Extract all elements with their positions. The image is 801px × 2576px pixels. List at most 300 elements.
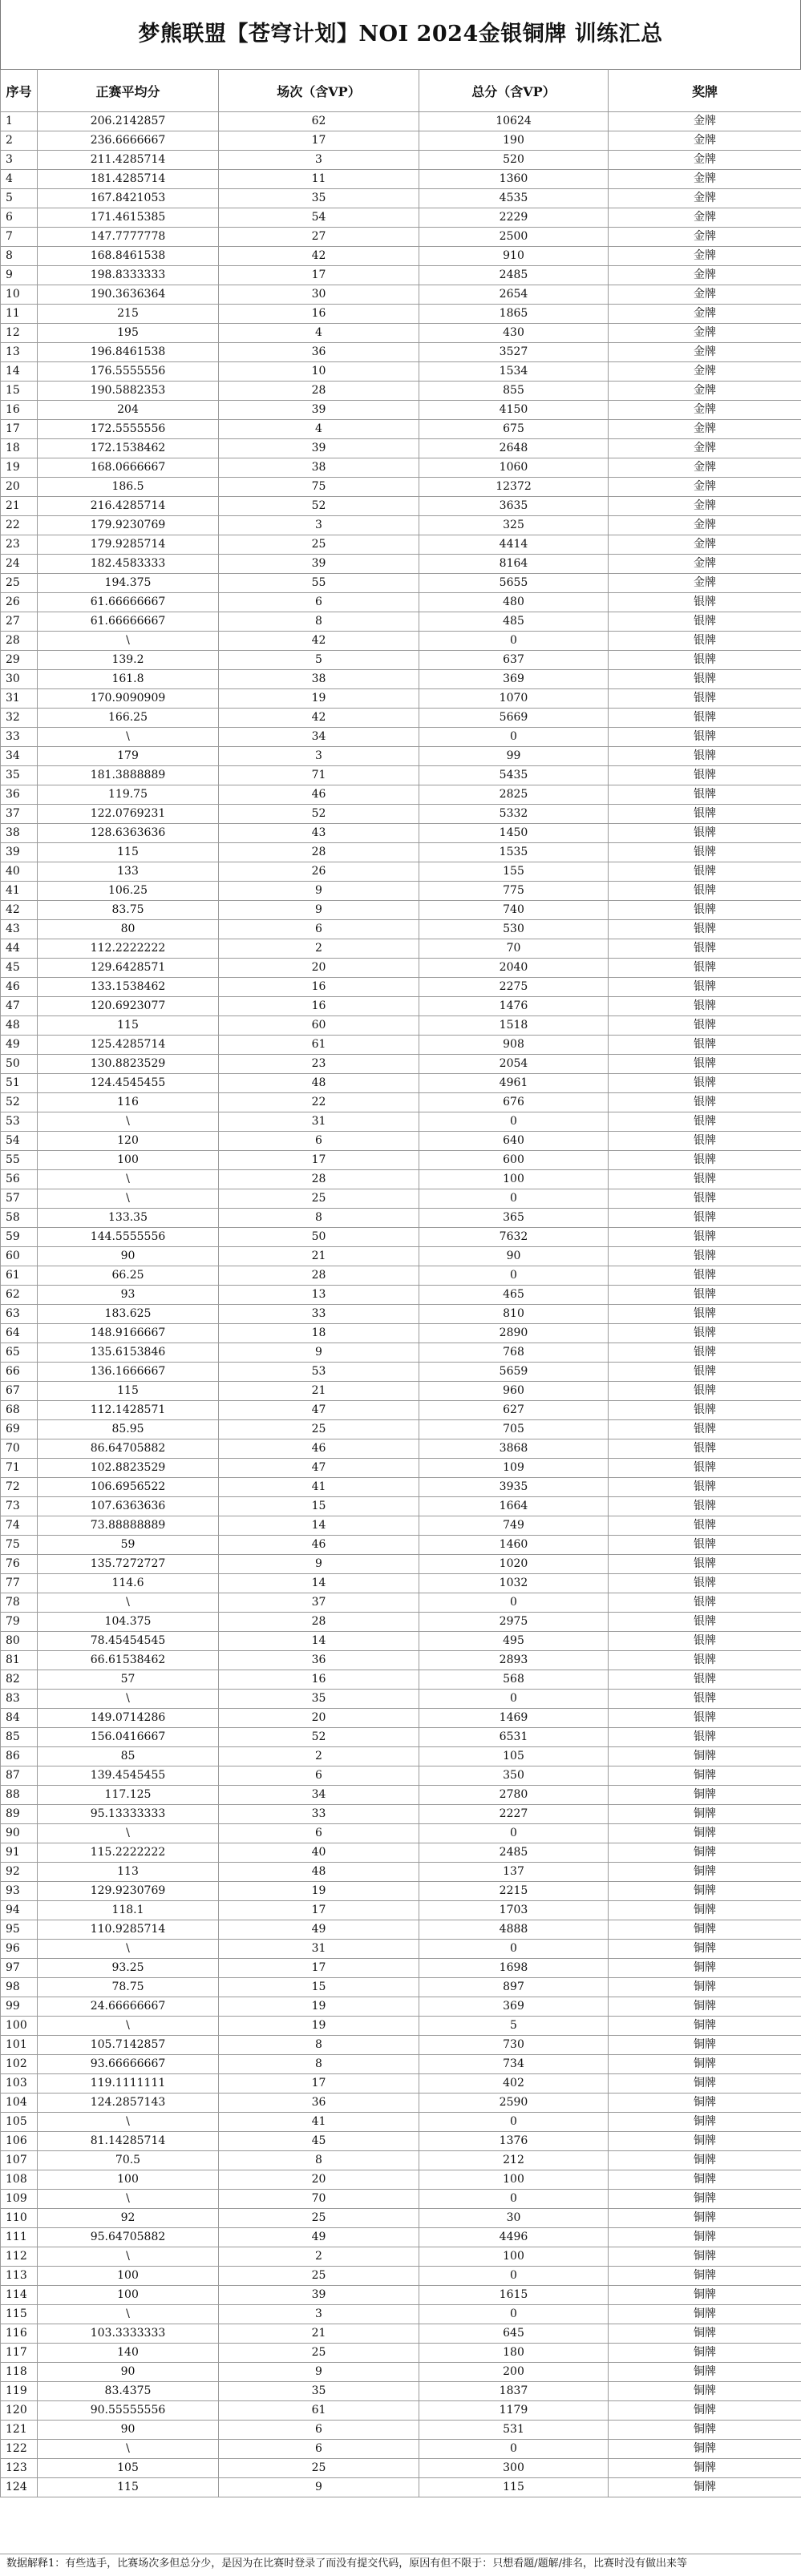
cell-contest-count: 62	[219, 112, 419, 131]
cell-average-score: 136.1666667	[38, 1363, 219, 1382]
cell-medal: 铜牌	[609, 1882, 801, 1901]
cell-contest-count: 28	[219, 843, 419, 862]
cell-index: 121	[1, 2421, 38, 2440]
cell-average-score: 170.9090909	[38, 689, 219, 709]
cell-contest-count: 71	[219, 766, 419, 785]
cell-average-score: 120.6923077	[38, 997, 219, 1016]
table-row	[1, 593, 801, 612]
cell-index: 73	[1, 1497, 38, 1516]
cell-index: 87	[1, 1766, 38, 1786]
cell-average-score: 133.35	[38, 1209, 219, 1228]
cell-medal: 铜牌	[609, 2151, 801, 2170]
cell-medal: 银牌	[609, 1670, 801, 1690]
cell-medal: 银牌	[609, 978, 801, 997]
cell-average-score: 112.1428571	[38, 1401, 219, 1420]
cell-medal: 金牌	[609, 497, 801, 516]
cell-total-score: 2229	[419, 208, 609, 228]
cell-total-score: 627	[419, 1401, 609, 1420]
cell-medal: 银牌	[609, 632, 801, 651]
table-row	[1, 1170, 801, 1189]
cell-contest-count: 33	[219, 1305, 419, 1324]
cell-medal: 铜牌	[609, 1940, 801, 1959]
cell-index: 54	[1, 1132, 38, 1151]
cell-total-score: 90	[419, 1247, 609, 1266]
cell-total-score: 12372	[419, 478, 609, 497]
cell-average-score: \	[38, 2113, 219, 2132]
cell-medal: 铜牌	[609, 2344, 801, 2363]
table-row	[1, 2267, 801, 2286]
table-row	[1, 2036, 801, 2055]
table-row	[1, 1786, 801, 1805]
cell-average-score: 118.1	[38, 1901, 219, 1920]
cell-total-score: 640	[419, 1132, 609, 1151]
cell-index: 94	[1, 1901, 38, 1920]
cell-average-score: 106.6956522	[38, 1478, 219, 1497]
cell-contest-count: 49	[219, 1920, 419, 1940]
cell-contest-count: 14	[219, 1574, 419, 1593]
cell-medal: 银牌	[609, 612, 801, 632]
cell-index: 32	[1, 709, 38, 728]
table-row	[1, 1209, 801, 1228]
cell-medal: 铜牌	[609, 2017, 801, 2036]
cell-total-score: 70	[419, 939, 609, 959]
table-row	[1, 343, 801, 362]
cell-index: 85	[1, 1728, 38, 1747]
cell-contest-count: 2	[219, 2247, 419, 2267]
cell-total-score: 960	[419, 1382, 609, 1401]
cell-index: 9	[1, 266, 38, 285]
cell-index: 8	[1, 247, 38, 266]
cell-total-score: 1179	[419, 2401, 609, 2421]
cell-medal: 铜牌	[609, 2363, 801, 2382]
cell-contest-count: 39	[219, 2286, 419, 2305]
cell-average-score: 120	[38, 1132, 219, 1151]
cell-index: 68	[1, 1401, 38, 1420]
cell-index: 115	[1, 2305, 38, 2324]
cell-total-score: 6531	[419, 1728, 609, 1747]
cell-index: 30	[1, 670, 38, 689]
cell-total-score: 0	[419, 2305, 609, 2324]
cell-index: 114	[1, 2286, 38, 2305]
cell-medal: 铜牌	[609, 2459, 801, 2478]
cell-medal: 银牌	[609, 1170, 801, 1189]
cell-index: 40	[1, 862, 38, 882]
cell-total-score: 0	[419, 1593, 609, 1613]
cell-total-score: 365	[419, 1209, 609, 1228]
table-row	[1, 2132, 801, 2151]
cell-contest-count: 9	[219, 2363, 419, 2382]
cell-average-score: 105	[38, 2459, 219, 2478]
cell-medal: 银牌	[609, 920, 801, 939]
cell-index: 79	[1, 1613, 38, 1632]
cell-index: 7	[1, 228, 38, 247]
medal-table	[0, 69, 801, 2497]
table-row	[1, 2094, 801, 2113]
cell-contest-count: 9	[219, 2478, 419, 2497]
table-row	[1, 1574, 801, 1593]
cell-index: 14	[1, 362, 38, 382]
cell-average-score: 211.4285714	[38, 151, 219, 170]
table-row	[1, 1401, 801, 1420]
cell-total-score: 350	[419, 1766, 609, 1786]
cell-contest-count: 42	[219, 247, 419, 266]
footnote: 数据解释1：有些选手，比赛场次多但总分少，是因为在比赛时登录了而没有提交代码，原因有但不限于：只想看题/题解/排名，比赛时没有做出来等	[0, 2554, 801, 2576]
cell-medal: 金牌	[609, 305, 801, 324]
cell-total-score: 637	[419, 651, 609, 670]
table-row	[1, 2017, 801, 2036]
cell-index: 28	[1, 632, 38, 651]
cell-contest-count: 2	[219, 1747, 419, 1766]
table-row	[1, 1189, 801, 1209]
cell-contest-count: 39	[219, 555, 419, 574]
table-row	[1, 1324, 801, 1343]
cell-total-score: 100	[419, 1170, 609, 1189]
table-row	[1, 632, 801, 651]
cell-total-score: 1020	[419, 1555, 609, 1574]
cell-medal: 金牌	[609, 324, 801, 343]
cell-total-score: 2825	[419, 785, 609, 805]
table-row	[1, 1690, 801, 1709]
cell-total-score: 155	[419, 862, 609, 882]
table-row	[1, 1516, 801, 1536]
cell-contest-count: 37	[219, 1593, 419, 1613]
cell-average-score: 115.2222222	[38, 1843, 219, 1863]
table-row	[1, 1593, 801, 1613]
cell-average-score: \	[38, 2440, 219, 2459]
table-row	[1, 1382, 801, 1401]
cell-index: 21	[1, 497, 38, 516]
cell-average-score: 90.55555556	[38, 2401, 219, 2421]
cell-total-score: 369	[419, 1997, 609, 2017]
cell-contest-count: 25	[219, 2344, 419, 2363]
cell-medal: 金牌	[609, 343, 801, 362]
table-row	[1, 535, 801, 555]
cell-average-score: 90	[38, 1247, 219, 1266]
cell-medal: 银牌	[609, 670, 801, 689]
table-row	[1, 2055, 801, 2074]
cell-index: 84	[1, 1709, 38, 1728]
cell-index: 42	[1, 901, 38, 920]
cell-average-score: 85.95	[38, 1420, 219, 1439]
cell-total-score: 200	[419, 2363, 609, 2382]
cell-medal: 银牌	[609, 901, 801, 920]
cell-contest-count: 38	[219, 458, 419, 478]
table-row	[1, 2421, 801, 2440]
cell-average-score: \	[38, 2190, 219, 2209]
cell-contest-count: 28	[219, 1266, 419, 1286]
cell-total-score: 2780	[419, 1786, 609, 1805]
table-row	[1, 382, 801, 401]
cell-medal: 金牌	[609, 382, 801, 401]
table-row	[1, 1151, 801, 1170]
cell-contest-count: 55	[219, 574, 419, 593]
cell-total-score: 1476	[419, 997, 609, 1016]
table-row	[1, 131, 801, 151]
cell-average-score: 117.125	[38, 1786, 219, 1805]
cell-average-score: 186.5	[38, 478, 219, 497]
cell-index: 97	[1, 1959, 38, 1978]
cell-contest-count: 9	[219, 901, 419, 920]
cell-medal: 铜牌	[609, 2170, 801, 2190]
table-row	[1, 1940, 801, 1959]
table-row	[1, 959, 801, 978]
table-row	[1, 497, 801, 516]
cell-medal: 银牌	[609, 1189, 801, 1209]
table-row	[1, 2305, 801, 2324]
column-header-contest-count: 场次（含VP）	[219, 70, 419, 112]
cell-total-score: 30	[419, 2209, 609, 2228]
cell-average-score: 115	[38, 1016, 219, 1036]
cell-total-score: 0	[419, 2190, 609, 2209]
table-row	[1, 901, 801, 920]
cell-total-score: 5435	[419, 766, 609, 785]
cell-average-score: 128.6363636	[38, 824, 219, 843]
cell-average-score: \	[38, 1593, 219, 1613]
cell-average-score: 83.4375	[38, 2382, 219, 2401]
cell-total-score: 3868	[419, 1439, 609, 1459]
table-row	[1, 1555, 801, 1574]
cell-total-score: 1534	[419, 362, 609, 382]
cell-average-score: \	[38, 632, 219, 651]
cell-total-score: 0	[419, 1112, 609, 1132]
cell-total-score: 2500	[419, 228, 609, 247]
cell-total-score: 3935	[419, 1478, 609, 1497]
cell-total-score: 1837	[419, 2382, 609, 2401]
column-header-average-score: 正赛平均分	[38, 70, 219, 112]
cell-total-score: 2054	[419, 1055, 609, 1074]
cell-medal: 银牌	[609, 1555, 801, 1574]
cell-total-score: 2590	[419, 2094, 609, 2113]
cell-total-score: 5332	[419, 805, 609, 824]
cell-total-score: 600	[419, 1151, 609, 1170]
table-row	[1, 2401, 801, 2421]
cell-medal: 铜牌	[609, 1747, 801, 1766]
table-row	[1, 1997, 801, 2017]
cell-medal: 银牌	[609, 593, 801, 612]
cell-contest-count: 14	[219, 1632, 419, 1651]
cell-index: 37	[1, 805, 38, 824]
cell-total-score: 2890	[419, 1324, 609, 1343]
column-header-index: 序号	[1, 70, 38, 112]
cell-total-score: 1615	[419, 2286, 609, 2305]
cell-index: 69	[1, 1420, 38, 1439]
cell-average-score: 115	[38, 843, 219, 862]
cell-index: 74	[1, 1516, 38, 1536]
cell-contest-count: 6	[219, 1824, 419, 1843]
cell-average-score: 196.8461538	[38, 343, 219, 362]
cell-average-score: 61.66666667	[38, 612, 219, 632]
table-row	[1, 1343, 801, 1363]
cell-index: 90	[1, 1824, 38, 1843]
cell-average-score: 182.4583333	[38, 555, 219, 574]
cell-medal: 铜牌	[609, 1863, 801, 1882]
cell-index: 78	[1, 1593, 38, 1613]
table-row	[1, 709, 801, 728]
cell-total-score: 8164	[419, 555, 609, 574]
cell-contest-count: 15	[219, 1497, 419, 1516]
cell-contest-count: 50	[219, 1228, 419, 1247]
cell-average-score: 144.5555556	[38, 1228, 219, 1247]
cell-contest-count: 27	[219, 228, 419, 247]
cell-index: 19	[1, 458, 38, 478]
cell-average-score: 116	[38, 1093, 219, 1112]
cell-total-score: 0	[419, 2440, 609, 2459]
cell-medal: 银牌	[609, 1382, 801, 1401]
cell-medal: 金牌	[609, 478, 801, 497]
table-row	[1, 478, 801, 497]
cell-contest-count: 48	[219, 1863, 419, 1882]
cell-average-score: 236.6666667	[38, 131, 219, 151]
cell-contest-count: 19	[219, 1997, 419, 2017]
table-row	[1, 458, 801, 478]
cell-medal: 金牌	[609, 458, 801, 478]
cell-medal: 铜牌	[609, 2478, 801, 2497]
table-row	[1, 2363, 801, 2382]
cell-medal: 铜牌	[609, 1959, 801, 1978]
cell-contest-count: 54	[219, 208, 419, 228]
cell-index: 56	[1, 1170, 38, 1189]
table-row	[1, 266, 801, 285]
cell-contest-count: 28	[219, 1613, 419, 1632]
cell-total-score: 115	[419, 2478, 609, 2497]
table-row	[1, 2478, 801, 2497]
cell-contest-count: 70	[219, 2190, 419, 2209]
cell-medal: 铜牌	[609, 1766, 801, 1786]
cell-average-score: 86.64705882	[38, 1439, 219, 1459]
cell-total-score: 137	[419, 1863, 609, 1882]
table-row	[1, 1420, 801, 1439]
cell-average-score: 59	[38, 1536, 219, 1555]
cell-medal: 铜牌	[609, 2094, 801, 2113]
cell-medal: 银牌	[609, 882, 801, 901]
cell-contest-count: 19	[219, 1882, 419, 1901]
table-row	[1, 1132, 801, 1151]
cell-medal: 银牌	[609, 1228, 801, 1247]
cell-contest-count: 43	[219, 824, 419, 843]
cell-total-score: 810	[419, 1305, 609, 1324]
table-row	[1, 247, 801, 266]
cell-index: 48	[1, 1016, 38, 1036]
cell-medal: 铜牌	[609, 2132, 801, 2151]
table-row	[1, 1497, 801, 1516]
cell-average-score: 161.8	[38, 670, 219, 689]
cell-contest-count: 35	[219, 1690, 419, 1709]
cell-medal: 银牌	[609, 1074, 801, 1093]
cell-total-score: 5655	[419, 574, 609, 593]
cell-index: 53	[1, 1112, 38, 1132]
cell-contest-count: 52	[219, 1728, 419, 1747]
cell-total-score: 2040	[419, 959, 609, 978]
table-row	[1, 978, 801, 997]
cell-index: 91	[1, 1843, 38, 1863]
cell-total-score: 180	[419, 2344, 609, 2363]
cell-medal: 金牌	[609, 189, 801, 208]
cell-average-score: 70.5	[38, 2151, 219, 2170]
cell-index: 77	[1, 1574, 38, 1593]
cell-contest-count: 42	[219, 709, 419, 728]
cell-total-score: 705	[419, 1420, 609, 1439]
cell-total-score: 212	[419, 2151, 609, 2170]
cell-contest-count: 2	[219, 939, 419, 959]
cell-index: 99	[1, 1997, 38, 2017]
cell-index: 12	[1, 324, 38, 343]
cell-medal: 金牌	[609, 555, 801, 574]
cell-total-score: 520	[419, 151, 609, 170]
cell-total-score: 4150	[419, 401, 609, 420]
cell-contest-count: 35	[219, 189, 419, 208]
cell-index: 96	[1, 1940, 38, 1959]
cell-average-score: 129.6428571	[38, 959, 219, 978]
cell-medal: 铜牌	[609, 2113, 801, 2132]
table-row	[1, 2459, 801, 2478]
cell-index: 119	[1, 2382, 38, 2401]
cell-total-score: 485	[419, 612, 609, 632]
cell-index: 81	[1, 1651, 38, 1670]
cell-medal: 铜牌	[609, 2247, 801, 2267]
cell-total-score: 99	[419, 747, 609, 766]
cell-contest-count: 46	[219, 1439, 419, 1459]
cell-medal: 铜牌	[609, 1843, 801, 1863]
cell-average-score: \	[38, 1170, 219, 1189]
table-row	[1, 228, 801, 247]
cell-contest-count: 52	[219, 497, 419, 516]
cell-contest-count: 39	[219, 401, 419, 420]
cell-index: 31	[1, 689, 38, 709]
cell-average-score: 216.4285714	[38, 497, 219, 516]
table-row	[1, 785, 801, 805]
cell-total-score: 0	[419, 2113, 609, 2132]
cell-average-score: 66.25	[38, 1266, 219, 1286]
cell-index: 6	[1, 208, 38, 228]
cell-average-score: 105.7142857	[38, 2036, 219, 2055]
cell-contest-count: 30	[219, 285, 419, 305]
table-row	[1, 997, 801, 1016]
cell-average-score: 90	[38, 2421, 219, 2440]
cell-index: 120	[1, 2401, 38, 2421]
cell-average-score: \	[38, 728, 219, 747]
cell-average-score: 107.6363636	[38, 1497, 219, 1516]
cell-average-score: 113	[38, 1863, 219, 1882]
cell-average-score: 78.45454545	[38, 1632, 219, 1651]
cell-contest-count: 31	[219, 1112, 419, 1132]
cell-medal: 铜牌	[609, 1901, 801, 1920]
page-title: 梦熊联盟【苍穹计划】NOI 2024金银铜牌 训练汇总	[0, 0, 801, 69]
table-row	[1, 1613, 801, 1632]
cell-medal: 银牌	[609, 1209, 801, 1228]
cell-index: 20	[1, 478, 38, 497]
cell-index: 44	[1, 939, 38, 959]
cell-contest-count: 19	[219, 2017, 419, 2036]
cell-medal: 铜牌	[609, 2324, 801, 2344]
cell-average-score: 106.25	[38, 882, 219, 901]
column-header-medal: 奖牌	[609, 70, 801, 112]
cell-average-score: 93.25	[38, 1959, 219, 1978]
cell-contest-count: 9	[219, 882, 419, 901]
cell-contest-count: 8	[219, 2055, 419, 2074]
cell-medal: 银牌	[609, 1632, 801, 1651]
table-row	[1, 2440, 801, 2459]
cell-average-score: 85	[38, 1747, 219, 1766]
cell-average-score: 167.8421053	[38, 189, 219, 208]
cell-index: 52	[1, 1093, 38, 1112]
cell-total-score: 100	[419, 2170, 609, 2190]
cell-average-score: 176.5555556	[38, 362, 219, 382]
cell-index: 89	[1, 1805, 38, 1824]
cell-contest-count: 8	[219, 612, 419, 632]
cell-index: 113	[1, 2267, 38, 2286]
cell-medal: 银牌	[609, 1363, 801, 1382]
table-row	[1, 612, 801, 632]
